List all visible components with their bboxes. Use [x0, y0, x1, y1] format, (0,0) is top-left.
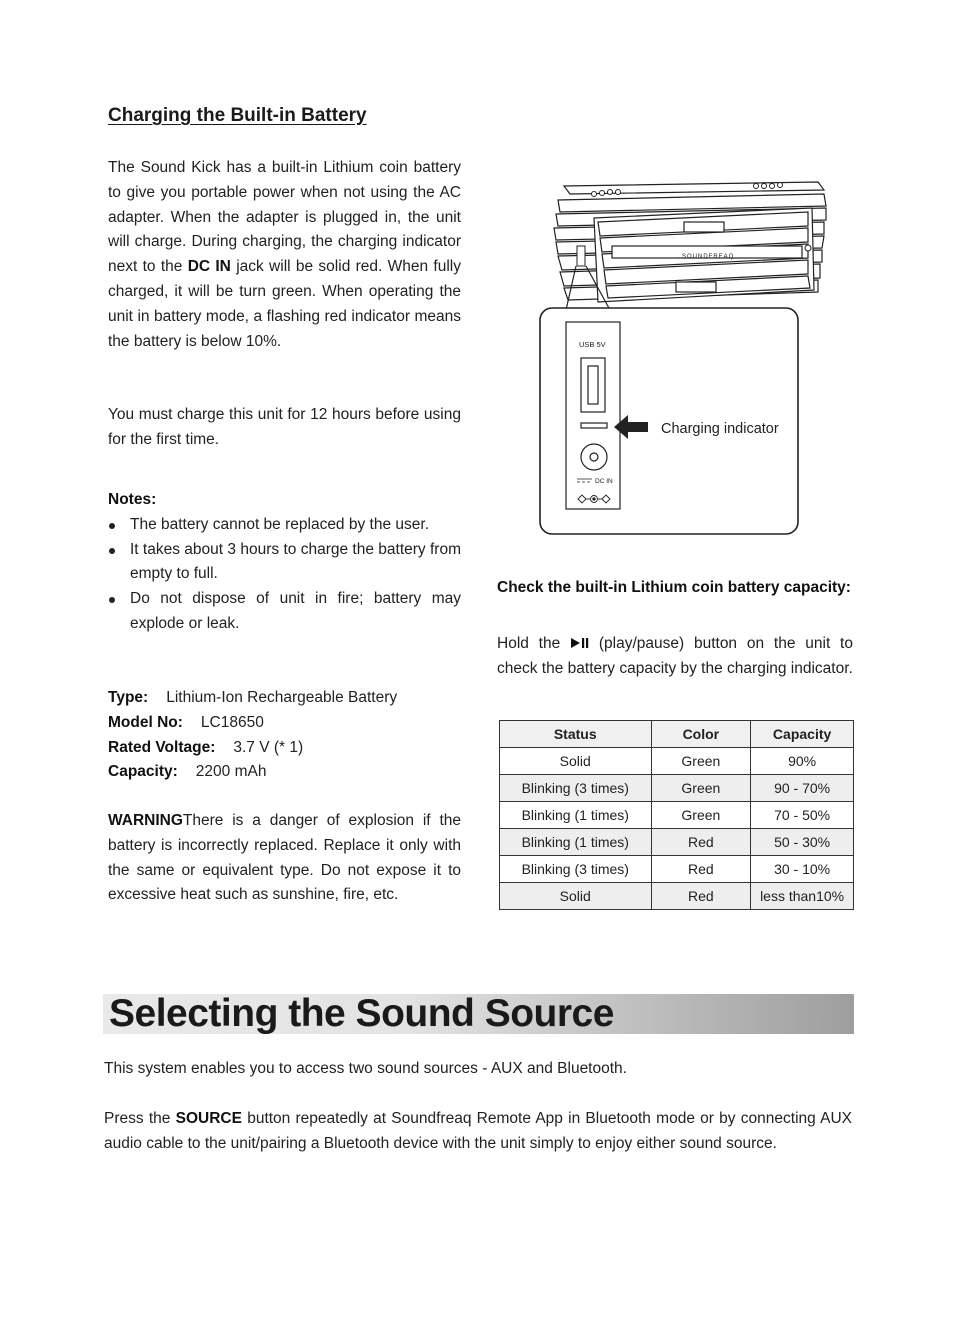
cell-status: Blinking (3 times)	[500, 856, 652, 883]
cell-color: Red	[651, 883, 751, 910]
cell-status: Blinking (1 times)	[500, 829, 652, 856]
dcin-label: DC IN	[595, 478, 613, 485]
cell-capacity: 30 - 10%	[751, 856, 854, 883]
charging-text-a: The Sound Kick has a built-in Lithium coin battery to give you portable power when not using the AC adapter. When the adapter is plugged in, the unit will charge. During charging, the charging indicator next to the	[108, 159, 461, 276]
cell-color: Green	[651, 802, 751, 829]
spec-capacity: Capacity: 2200 mAh	[108, 763, 267, 781]
spec-model: Model No: LC18650	[108, 713, 264, 731]
polarity-symbol	[578, 495, 610, 503]
table-row	[500, 829, 854, 856]
cell-color: Green	[651, 748, 751, 775]
check-capacity-title: Check the built-in Lithium coin battery capacity:	[497, 579, 851, 596]
cell-capacity: 70 - 50%	[751, 802, 854, 829]
cell-status: Blinking (1 times)	[500, 802, 652, 829]
dc-jack-inner	[590, 453, 598, 461]
section-banner	[103, 994, 854, 1034]
cell-status: Blinking (3 times)	[500, 775, 652, 802]
table-row	[500, 775, 854, 802]
cell-capacity: 90%	[751, 748, 854, 775]
charging-indicator-label: Charging indicator	[661, 421, 779, 437]
spec-type: Type: Lithium-Ion Rechargeable Battery	[108, 689, 398, 706]
hold-text-b: (play/pause) button on the unit to check the battery capacity by the charging indicator.	[497, 635, 853, 677]
notes-list	[108, 513, 461, 637]
charging-description	[108, 156, 461, 354]
table-header-row	[500, 721, 854, 748]
play-pause-icon	[570, 637, 589, 649]
source-bold: SOURCE	[175, 1110, 242, 1127]
device-diagram	[536, 178, 836, 540]
charging-led	[581, 423, 607, 428]
warning-paragraph	[108, 809, 461, 908]
port-detail	[577, 246, 585, 266]
hold-instruction	[497, 632, 853, 682]
brand-label: SOUNDFREAQ	[682, 254, 735, 260]
first-charge-note: You must charge this unit for 12 hours before using for the first time.	[108, 406, 461, 448]
notes-block	[108, 488, 461, 637]
warning-text: There is a danger of explosion if the battery is incorrectly replaced. Replace it only with the same or equivalent type. Do not expose it to excessive heat such as sunshine, fire, etc.	[108, 812, 461, 904]
section-title-sound-source: Selecting the Sound Source	[109, 992, 614, 1035]
cell-status: Solid	[500, 748, 652, 775]
notes-title: Notes:	[108, 491, 157, 508]
cell-capacity: less than10%	[751, 883, 854, 910]
hold-text-a: Hold the	[497, 635, 561, 652]
cell-capacity: 90 - 70%	[751, 775, 854, 802]
battery-specs	[108, 686, 461, 785]
header-status: Status	[500, 721, 652, 748]
sound-source-intro: This system enables you to access two sound sources - AUX and Bluetooth.	[104, 1060, 627, 1077]
sound-source-instructions	[104, 1107, 852, 1157]
usb-label: USB 5V	[579, 340, 606, 349]
header-capacity: Capacity	[751, 721, 854, 748]
table-row	[500, 883, 854, 910]
header-color: Color	[651, 721, 751, 748]
table-row	[500, 802, 854, 829]
list-item: Do not dispose of unit in fire; battery may explode or leak.	[108, 587, 461, 637]
list-item: The battery cannot be replaced by the user.	[108, 513, 461, 538]
spec-voltage: Rated Voltage: 3.7 V (* 1)	[108, 738, 304, 756]
dc-in-bold: DC IN	[187, 258, 231, 276]
source-text-a: Press the	[104, 1110, 176, 1127]
table-row	[500, 856, 854, 883]
warning-label: WARNING	[108, 812, 183, 829]
cell-capacity: 50 - 30%	[751, 829, 854, 856]
cell-color: Red	[651, 856, 751, 883]
cell-status: Solid	[500, 883, 652, 910]
cell-color: Red	[651, 829, 751, 856]
speaker-illustration	[554, 182, 826, 302]
list-item: It takes about 3 hours to charge the battery from empty to full.	[108, 538, 461, 588]
charging-text-b: jack will be solid red. When fully charged, it will be turn green. When operating the unit in battery mode, a flashing red indicator means the battery is below 10%.	[108, 258, 461, 350]
table-row	[500, 748, 854, 775]
section-title-charging: Charging the Built-in Battery	[108, 105, 367, 126]
cell-color: Green	[651, 775, 751, 802]
capacity-table	[499, 720, 854, 910]
usb-port-inner	[588, 366, 598, 404]
source-text-b: button repeatedly at Soundfreaq Remote App in Bluetooth mode or by connecting AUX audio cable to the unit/pairing a Bluetooth device with the unit simply to enjoy either sound source.	[104, 1110, 853, 1152]
